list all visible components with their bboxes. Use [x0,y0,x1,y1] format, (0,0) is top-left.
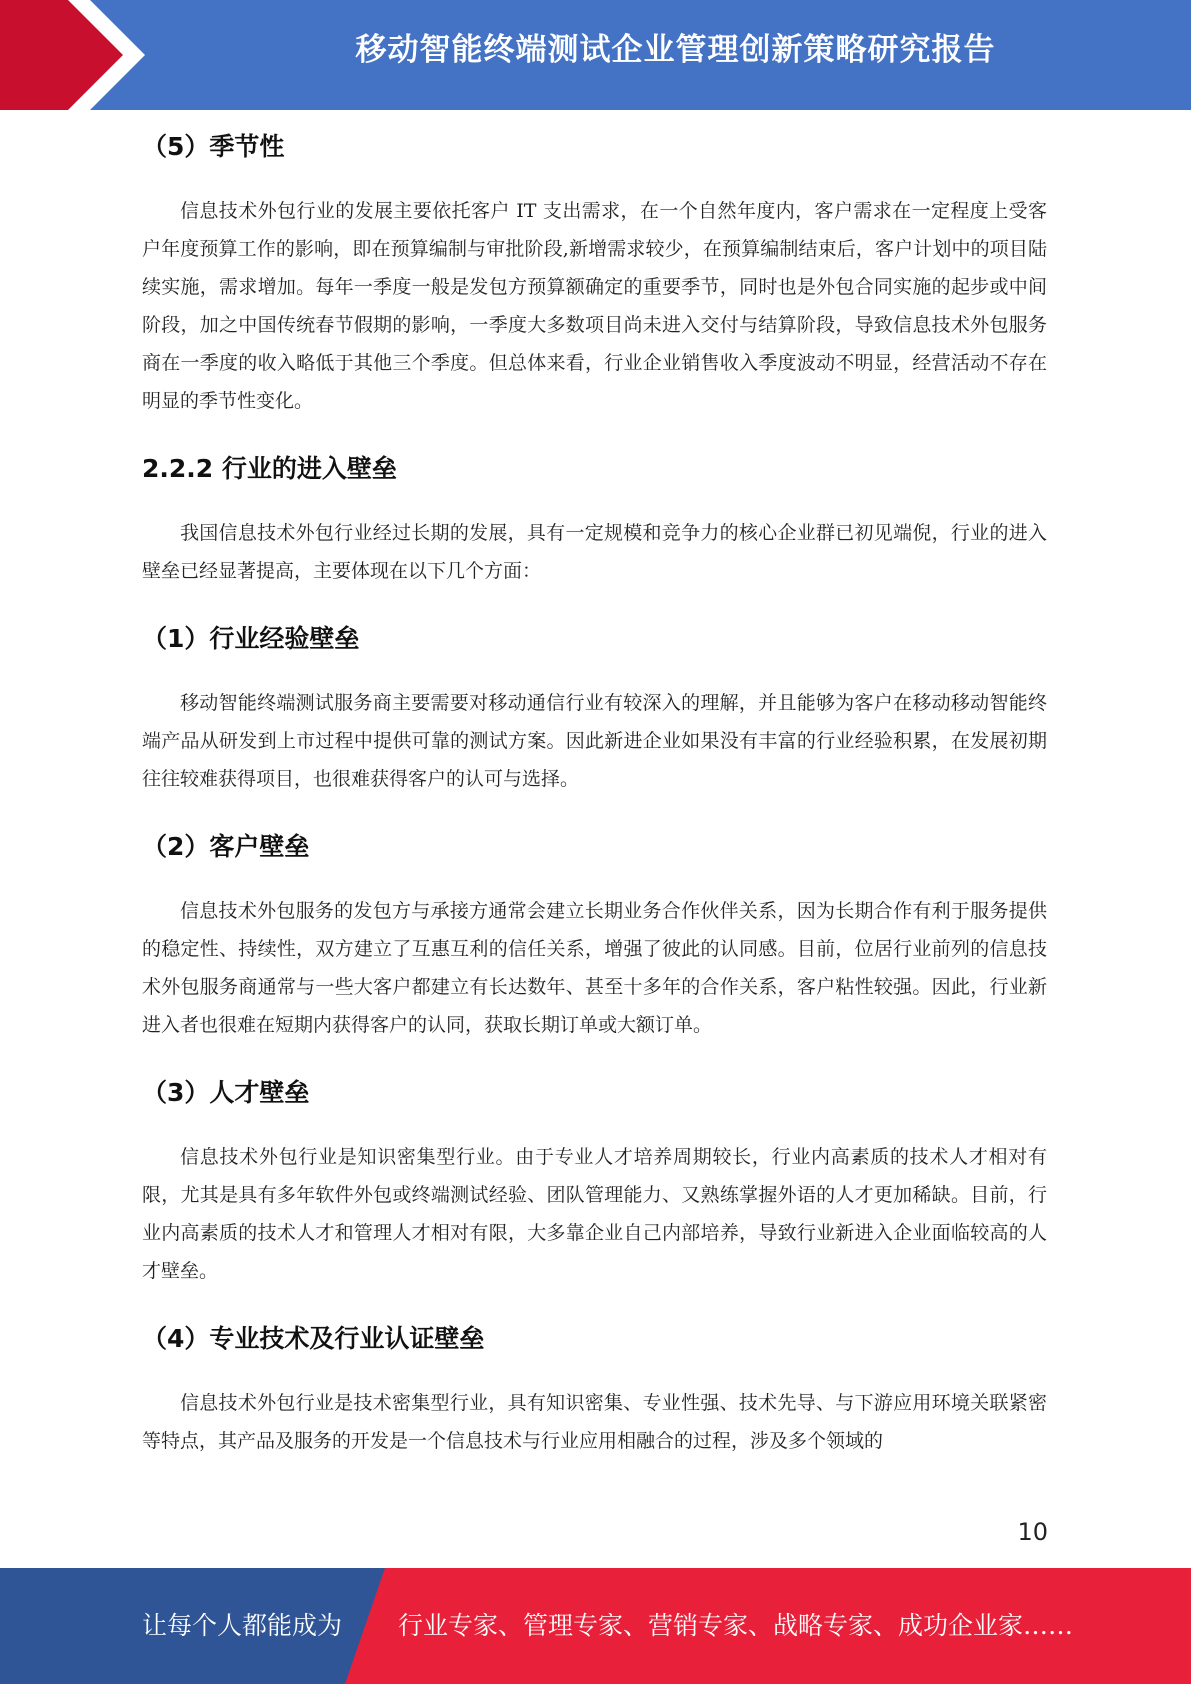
document-body [142,122,1047,1460]
paragraph-seasonality: 信息技术外包行业的发展主要依托客户 IT 支出需求，在一个自然年度内，客户需求在一定程度上受客户年度预算工作的影响，即在预算编制与审批阶段,新增需求较少，在预算编制结束后，客户计划中的项目陆续实施，需求增加。每年一季度一般是发包方预算额确定的重要季节，同时也是外包合同实施的起步或中间阶段，加之中国传统春节假期的影响，一季度大多数项目尚未进入交付与结算阶段，导致信息技术外包服务商在一季度的收入略低于其他三个季度。但总体来看，行业企业销售收入季度波动不明显，经营活动不存在明显的季节性变化。 [142,200,1047,412]
paragraph-entry-barriers-intro: 我国信息技术外包行业经过长期的发展，具有一定规模和竞争力的核心企业群已初见端倪，行业的进入壁垒已经显著提高，主要体现在以下几个方面： [142,522,1047,582]
page-header [0,0,1191,110]
section-heading-entry-barriers: 2.2.2 行业的进入壁垒 [142,454,397,483]
subheading-customer-barrier: （2）客户壁垒 [142,832,310,861]
paragraph-industry-experience: 移动智能终端测试服务商主要需要对移动通信行业有较深入的理解，并且能够为客户在移动移动智能终端产品从研发到上市过程中提供可靠的测试方案。因此新进企业如果没有丰富的行业经验积累，在发展初期往往较难获得项目，也很难获得客户的认可与选择。 [142,692,1047,790]
subheading-technology-certification: （4）专业技术及行业认证壁垒 [142,1324,485,1353]
footer-slogan-right: 行业专家、管理专家、营销专家、战略专家、成功企业家…… [398,1611,1074,1640]
paragraph-talent-barrier: 信息技术外包行业是知识密集型行业。由于专业人才培养周期较长，行业内高素质的技术人才相对有限，尤其是具有多年软件外包或终端测试经验、团队管理能力、又熟练掌握外语的人才更加稀缺。目前，行业内高素质的技术人才和管理人才相对有限，大多靠企业自己内部培养，导致行业新进入企业面临较高的人才壁垒。 [142,1146,1047,1282]
page-number: 10 [1017,1518,1048,1546]
footer-slogan-left: 让每个人都能成为 [142,1611,343,1640]
subheading-seasonality: （5）季节性 [142,132,285,161]
paragraph-customer-barrier: 信息技术外包服务的发包方与承接方通常会建立长期业务合作伙伴关系，因为长期合作有利于服务提供的稳定性、持续性，双方建立了互惠互利的信任关系，增强了彼此的认同感。目前，位居行业前列的信息技术外包服务商通常与一些大客户都建立有长达数年、甚至十多年的合作关系，客户粘性较强。因此，行业新进入者也很难在短期内获得客户的认同，获取长期订单或大额订单。 [142,900,1047,1036]
subheading-talent-barrier: （3）人才壁垒 [142,1078,310,1107]
report-title: 移动智能终端测试企业管理创新策略研究报告 [355,32,996,68]
header-chevron-decoration [0,0,160,110]
paragraph-technology-certification: 信息技术外包行业是技术密集型行业，具有知识密集、专业性强、技术先导、与下游应用环境关联紧密等特点，其产品及服务的开发是一个信息技术与行业应用相融合的过程，涉及多个领域的 [142,1392,1047,1452]
page-footer [0,1568,1191,1684]
subheading-industry-experience: （1）行业经验壁垒 [142,624,360,653]
